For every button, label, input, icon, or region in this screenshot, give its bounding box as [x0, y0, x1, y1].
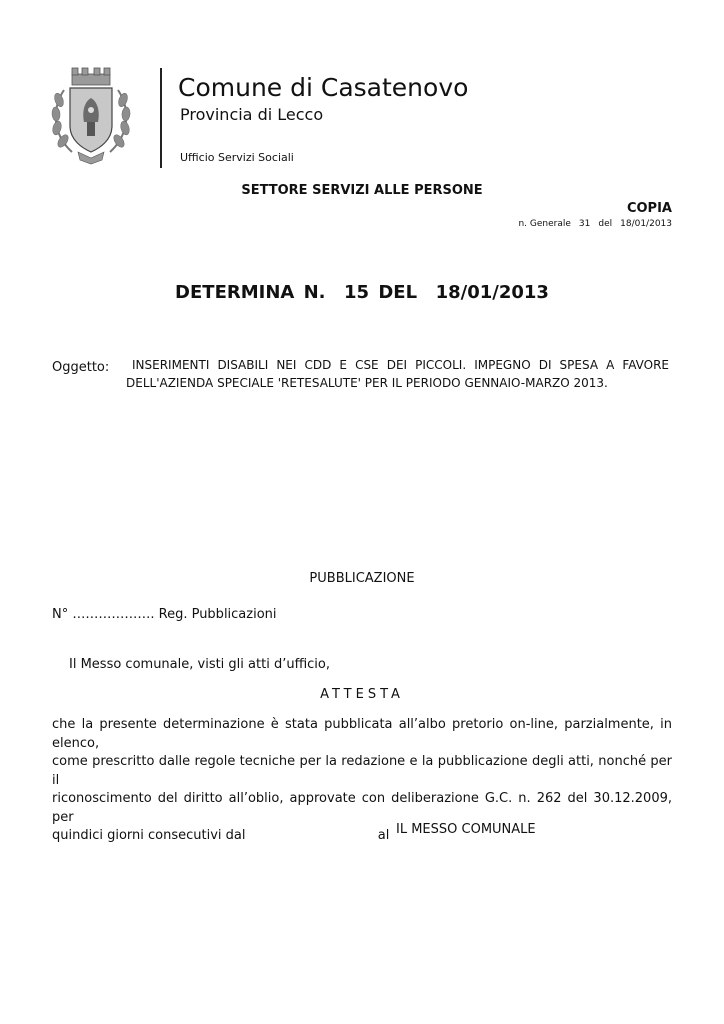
province-name: Provincia di Lecco: [180, 105, 324, 124]
register-del-label: del: [598, 219, 613, 229]
publication-heading: PUBBLICAZIONE: [309, 571, 415, 586]
subject-line-2: DELL'AZIENDA SPECIALE 'RETESALUTE' PER IL PERIODO GENNAIO-MARZO 2013.: [126, 376, 608, 390]
signature-label: IL MESSO COMUNALE: [396, 822, 536, 837]
publication-body-line-4: quindici giorni consecutivi dal al: [52, 828, 390, 843]
determina-title: DETERMINA N. 15 DEL 18/01/2013: [175, 282, 549, 303]
register-number: 31: [578, 219, 591, 229]
municipality-title: Comune di Casatenovo: [178, 73, 469, 102]
crown-icon: [72, 68, 110, 85]
ribbon-icon: [78, 152, 104, 164]
attesta-heading: ATTESTA: [320, 687, 404, 702]
subject-label: Oggetto:: [52, 360, 110, 375]
publication-body: [52, 716, 672, 846]
subject-line-1: INSERIMENTI DISABILI NEI CDD E CSE DEI PICCOLI. IMPEGNO DI SPESA A FAVORE: [132, 358, 669, 372]
register-date: 18/01/2013: [620, 219, 672, 229]
register-info: [518, 219, 672, 229]
subject-text: [126, 356, 669, 392]
publication-register-line: N° ………………. Reg. Pubblicazioni: [52, 607, 277, 622]
publication-body-line-1: che la presente determinazione è stata pubblicata all’albo pretorio on-line, parzialmente, in elenco,: [52, 717, 672, 751]
copy-label: COPIA: [626, 201, 672, 216]
register-label: n. Generale: [518, 219, 571, 229]
coat-of-arms-logo: [50, 64, 132, 168]
shield-icon: [70, 88, 112, 152]
publication-body-line-3: riconoscimento del diritto all’oblio, approvate con deliberazione G.C. n. 262 del 30.12.2009, per: [52, 791, 672, 825]
office-name: Ufficio Servizi Sociali: [180, 151, 294, 164]
sector-heading: SETTORE SERVIZI ALLE PERSONE: [241, 183, 483, 198]
messo-statement: Il Messo comunale, visti gli atti d’ufficio,: [69, 657, 330, 672]
publication-body-line-2: come prescritto dalle regole tecniche per la redazione e la pubblicazione degli atti, nonché per il: [52, 754, 672, 788]
header-divider: [160, 68, 162, 168]
